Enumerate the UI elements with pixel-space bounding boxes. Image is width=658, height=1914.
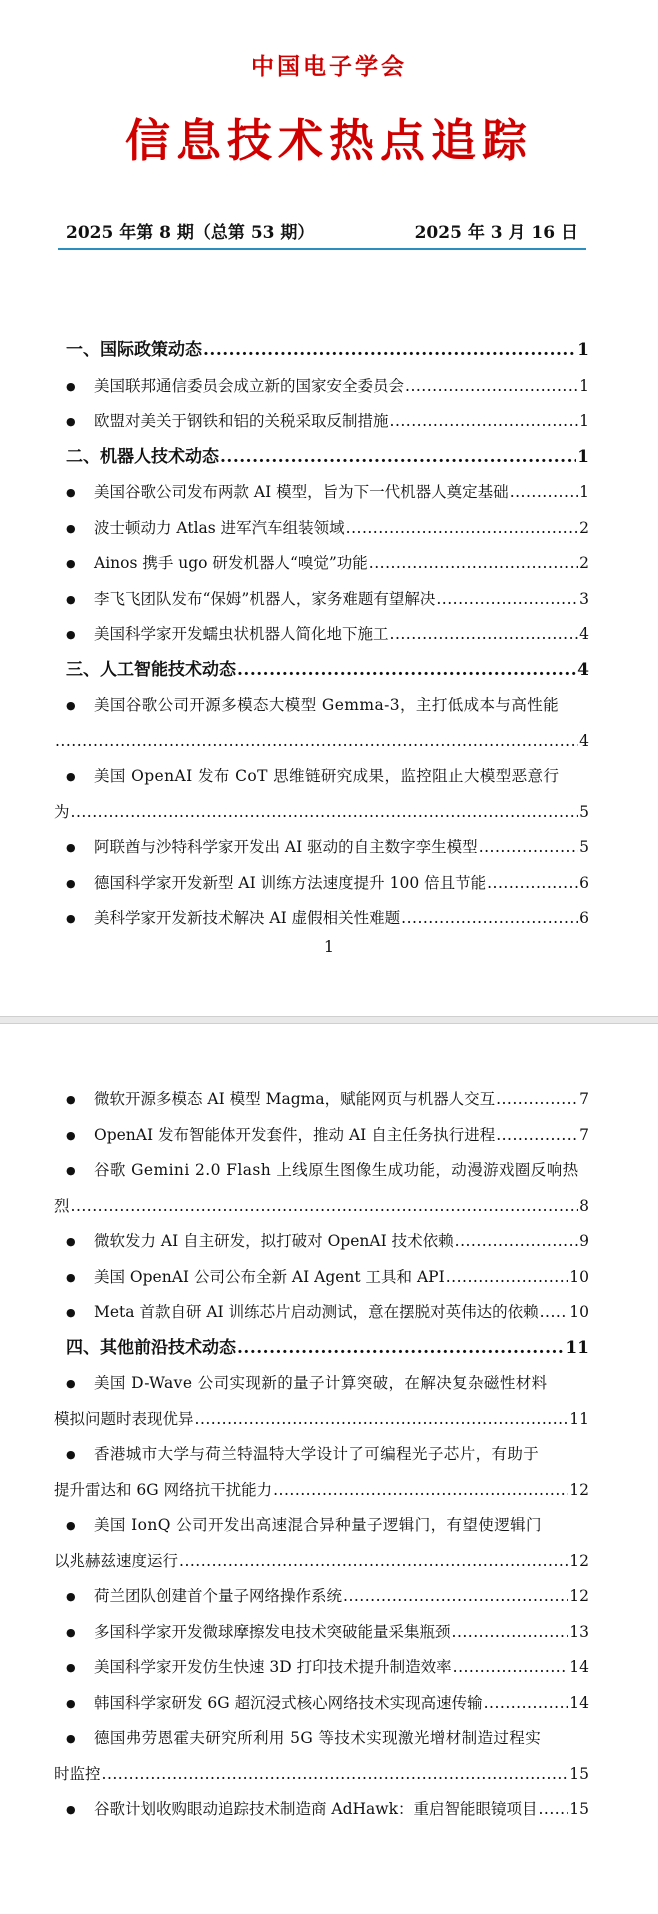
toc-entry[interactable] (66, 830, 589, 866)
toc-entry-line (54, 1402, 589, 1438)
toc-page-number: 5 (579, 838, 589, 856)
dot-leader (390, 404, 579, 440)
toc-entry-title: 微软开源多模态 AI 模型 Magma，赋能网页与机器人交互 (94, 1090, 496, 1108)
bullet-icon: ● (66, 1093, 76, 1106)
bullet-icon: ● (66, 1306, 76, 1319)
dot-leader (220, 440, 576, 476)
dot-leader (195, 1402, 569, 1438)
toc-page-number: 2 (579, 518, 589, 537)
bullet-icon: ● (66, 1625, 76, 1639)
toc-entry-title: 荷兰团队创建首个量子网络操作系统 (94, 1587, 343, 1605)
toc-page-number: 1 (577, 340, 589, 360)
dot-leader (405, 369, 578, 405)
toc-page-number: 14 (569, 1658, 589, 1676)
bullet-icon: ● (66, 1128, 76, 1142)
toc-entry-title: 美科学家开发新技术解决 AI 虚假相关性难题 (94, 909, 401, 927)
toc-entry[interactable] (66, 1579, 589, 1615)
bullet-icon: ● (66, 628, 76, 641)
dot-leader (453, 1650, 569, 1686)
toc-entry-title-cont: 为 (54, 802, 70, 821)
toc-page-number: 15 (569, 1764, 589, 1783)
bullet-icon: ● (66, 1590, 76, 1603)
bullet-icon: ● (66, 912, 76, 925)
bullet-icon: ● (66, 1732, 76, 1745)
dot-leader (496, 1082, 578, 1118)
table-of-contents (54, 333, 589, 937)
toc-section[interactable] (66, 653, 589, 689)
toc-page-number: 1 (579, 483, 589, 501)
dot-leader (452, 1615, 569, 1651)
toc-section-title: 三、人工智能技术动态 (66, 659, 236, 680)
dot-leader (346, 511, 578, 547)
dot-leader (540, 1295, 569, 1331)
bullet-icon: ● (66, 1519, 76, 1532)
toc-page-number: 14 (569, 1693, 589, 1712)
org-name: 中国电子学会 (251, 53, 407, 80)
toc-entry[interactable] (66, 1792, 589, 1828)
toc-entry[interactable] (66, 1295, 589, 1331)
toc-page-number: 5 (579, 802, 589, 821)
toc-page-number: 9 (579, 1232, 589, 1250)
toc-entry-title: 德国科学家开发新型 AI 训练方法速度提升 100 倍且节能 (94, 873, 487, 892)
toc-entry[interactable] (66, 475, 589, 511)
toc-entry-line (54, 1437, 589, 1473)
toc-entry-title: 美国 OpenAI 发布 CoT 思维链研究成果，监控阻止大模型恶意行 (94, 767, 560, 785)
toc-entry-line (54, 1508, 589, 1544)
toc-page-number: 10 (569, 1267, 589, 1286)
toc-entry-line (54, 1189, 589, 1225)
toc-entry-title: 阿联酋与沙特科学家开发出 AI 驱动的自主数字孪生模型 (94, 838, 478, 856)
toc-entry-line (54, 795, 589, 831)
toc-entry-title: Ainos 携手 ugo 研发机器人“嗅觉”功能 (94, 554, 368, 572)
toc-entry-line (54, 1544, 589, 1580)
toc-section[interactable] (66, 333, 589, 369)
toc-entry[interactable] (66, 1686, 589, 1722)
toc-page-number: 15 (569, 1800, 589, 1818)
toc-entry-line (54, 759, 589, 795)
toc-page-number: 1 (577, 446, 589, 467)
toc-page-number: 11 (565, 1337, 589, 1358)
toc-entry[interactable] (54, 759, 589, 830)
bullet-icon: ● (66, 1696, 76, 1710)
dot-leader (179, 1544, 568, 1580)
toc-page-number: 7 (579, 1125, 589, 1144)
dot-leader (237, 1331, 564, 1367)
toc-entry-title: 美国联邦通信委员会成立新的国家安全委员会 (94, 376, 405, 395)
toc-entry[interactable] (54, 1721, 589, 1792)
bullet-icon: ● (66, 592, 76, 606)
toc-page-number: 2 (579, 554, 589, 572)
toc-entry[interactable] (54, 688, 589, 759)
bullet-icon: ● (66, 1235, 76, 1248)
toc-entry-line (54, 1366, 589, 1402)
toc-entry-line (54, 688, 589, 724)
toc-page-number: 7 (579, 1090, 589, 1108)
toc-page-number: 10 (569, 1303, 589, 1321)
bullet-icon: ● (66, 521, 76, 535)
dot-leader (496, 1118, 578, 1154)
toc-entry[interactable] (66, 582, 589, 618)
toc-entry-line (54, 1473, 589, 1509)
toc-entry[interactable] (66, 369, 589, 405)
dot-leader (343, 1579, 568, 1615)
issue-number: 2025 年第 8 期（总第 53 期） (66, 223, 315, 243)
table-of-contents-continued (54, 1082, 589, 1828)
toc-section[interactable] (66, 1331, 589, 1367)
bullet-icon: ● (66, 841, 76, 854)
header-divider (58, 248, 586, 250)
toc-entry[interactable] (66, 866, 589, 902)
bullet-icon: ● (66, 557, 76, 570)
toc-entry-title: 谷歌计划收购眼动追踪技术制造商 AdHawk：重启智能眼镜项目 (94, 1800, 538, 1818)
dot-leader (479, 830, 578, 866)
dot-leader (237, 653, 576, 689)
toc-entry-title-cont: 提升雷达和 6G 网络抗干扰能力 (54, 1480, 273, 1499)
toc-entry-line (54, 1153, 589, 1189)
dot-leader (71, 1189, 579, 1225)
toc-entry-title: 谷歌 Gemini 2.0 Flash 上线原生图像生成功能，动漫游戏圈反响热 (94, 1161, 579, 1179)
toc-page-number: 12 (569, 1587, 589, 1605)
toc-section-title: 一、国际政策动态 (66, 340, 202, 360)
toc-entry-line (54, 1721, 589, 1757)
bullet-icon: ● (66, 1270, 76, 1284)
toc-entry[interactable] (66, 1224, 589, 1260)
toc-entry-title-cont: 时监控 (54, 1764, 101, 1783)
toc-entry-title-cont: 烈 (54, 1196, 70, 1215)
toc-entry-title-cont: 模拟问题时表现优异 (54, 1409, 194, 1428)
bullet-icon: ● (66, 1377, 76, 1390)
toc-page-number: 12 (569, 1480, 589, 1499)
bullet-icon: ● (66, 876, 76, 890)
toc-entry-title: 韩国科学家研发 6G 超沉浸式核心网络技术实现高速传输 (94, 1693, 483, 1712)
toc-page-number: 12 (569, 1551, 589, 1570)
dot-leader (455, 1224, 578, 1260)
dot-leader (484, 1686, 569, 1722)
bullet-icon: ● (66, 1448, 76, 1461)
toc-page-number: 4 (579, 731, 589, 750)
toc-entry-title: 波士顿动力 Atlas 进军汽车组装领域 (94, 518, 345, 537)
toc-entry-title: 香港城市大学与荷兰特温特大学设计了可编程光子芯片，有助于 (94, 1445, 540, 1463)
toc-entry-title: 德国弗劳恩霍夫研究所利用 5G 等技术实现激光增材制造过程实 (94, 1729, 542, 1747)
document-page-2 (0, 1024, 658, 1914)
toc-page-number: 13 (569, 1622, 589, 1641)
toc-page-number: 4 (577, 659, 589, 680)
toc-entry-title: Meta 首款自研 AI 训练芯片启动测试，意在摆脱对英伟达的依赖 (94, 1303, 539, 1321)
dot-leader (390, 617, 579, 653)
toc-entry-title: 李飞飞团队发布“保姆”机器人，家务难题有望解决 (94, 589, 436, 608)
bullet-icon: ● (66, 1164, 76, 1177)
dot-leader (102, 1757, 569, 1793)
toc-entry[interactable] (54, 1437, 589, 1508)
toc-entry-line (54, 1757, 589, 1793)
toc-entry[interactable] (66, 901, 589, 937)
toc-page-number: 3 (579, 589, 589, 608)
toc-entry-title: 美国谷歌公司开源多模态大模型 Gemma-3，主打低成本与高性能 (94, 696, 560, 714)
bullet-icon: ● (66, 486, 76, 499)
dot-leader (446, 1260, 569, 1296)
toc-entry-line (54, 724, 589, 760)
toc-entry-title: 美国 D-Wave 公司实现新的量子计算突破，在解决复杂磁性材料 (94, 1374, 548, 1392)
toc-page-number: 1 (579, 376, 589, 395)
toc-page-number: 6 (579, 873, 589, 892)
page-number: 1 (323, 937, 335, 956)
bullet-icon: ● (66, 770, 76, 783)
toc-entry-title: 美国科学家开发仿生快速 3D 打印技术提升制造效率 (94, 1658, 452, 1676)
toc-entry[interactable] (54, 1153, 589, 1224)
toc-entry-title: 微软发力 AI 自主研发，拟打破对 OpenAI 技术依赖 (94, 1232, 454, 1250)
dot-leader (203, 333, 576, 369)
toc-section-title: 四、其他前沿技术动态 (66, 1337, 236, 1358)
toc-entry[interactable] (66, 1615, 589, 1651)
bullet-icon: ● (66, 1661, 76, 1674)
dot-leader (487, 866, 578, 902)
bullet-icon: ● (66, 379, 76, 393)
dot-leader (273, 1473, 568, 1509)
dot-leader (538, 1792, 568, 1828)
dot-leader (436, 582, 578, 618)
issue-date: 2025 年 3 月 16 日 (414, 223, 578, 243)
toc-entry-title: 多国科学家开发微球摩擦发电技术突破能量采集瓶颈 (94, 1622, 451, 1641)
toc-page-number: 8 (579, 1196, 589, 1215)
toc-entry[interactable] (66, 1650, 589, 1686)
toc-entry-title: 美国 IonQ 公司开发出高速混合异种量子逻辑门，有望使逻辑门 (94, 1516, 542, 1534)
toc-entry[interactable] (66, 511, 589, 547)
toc-entry-title-cont: 以兆赫兹速度运行 (54, 1551, 179, 1570)
dot-leader (369, 546, 578, 582)
toc-entry[interactable] (66, 546, 589, 582)
toc-page-number: 6 (579, 909, 589, 927)
toc-entry[interactable] (54, 1508, 589, 1579)
toc-entry-title: 美国 OpenAI 公司公布全新 AI Agent 工具和 API (94, 1267, 445, 1286)
dot-leader (510, 475, 578, 511)
dot-leader (401, 901, 578, 937)
toc-entry[interactable] (66, 1260, 589, 1296)
page-separator (0, 1016, 658, 1024)
toc-entry-title: 美国科学家开发蠕虫状机器人简化地下施工 (94, 625, 389, 643)
dot-leader (55, 724, 578, 760)
toc-entry[interactable] (66, 617, 589, 653)
bullet-icon: ● (66, 415, 76, 428)
toc-section[interactable] (66, 440, 589, 476)
toc-page-number: 11 (569, 1409, 589, 1428)
newsletter-title: 信息技术热点追踪 (124, 114, 533, 167)
toc-entry-title: 美国谷歌公司发布两款 AI 模型，旨为下一代机器人奠定基础 (94, 483, 509, 501)
bullet-icon: ● (66, 1803, 76, 1816)
toc-page-number: 1 (579, 412, 589, 430)
bullet-icon: ● (66, 699, 76, 712)
toc-entry-title: 欧盟对美关于钢铁和铝的关税采取反制措施 (94, 412, 389, 430)
toc-section-title: 二、机器人技术动态 (66, 446, 219, 467)
toc-entry[interactable] (66, 404, 589, 440)
toc-entry-title: OpenAI 发布智能体开发套件，推动 AI 自主任务执行进程 (94, 1125, 496, 1144)
toc-entry[interactable] (66, 1082, 589, 1118)
toc-entry[interactable] (54, 1366, 589, 1437)
toc-page-number: 4 (579, 625, 589, 643)
toc-entry[interactable] (66, 1118, 589, 1154)
dot-leader (71, 795, 579, 831)
